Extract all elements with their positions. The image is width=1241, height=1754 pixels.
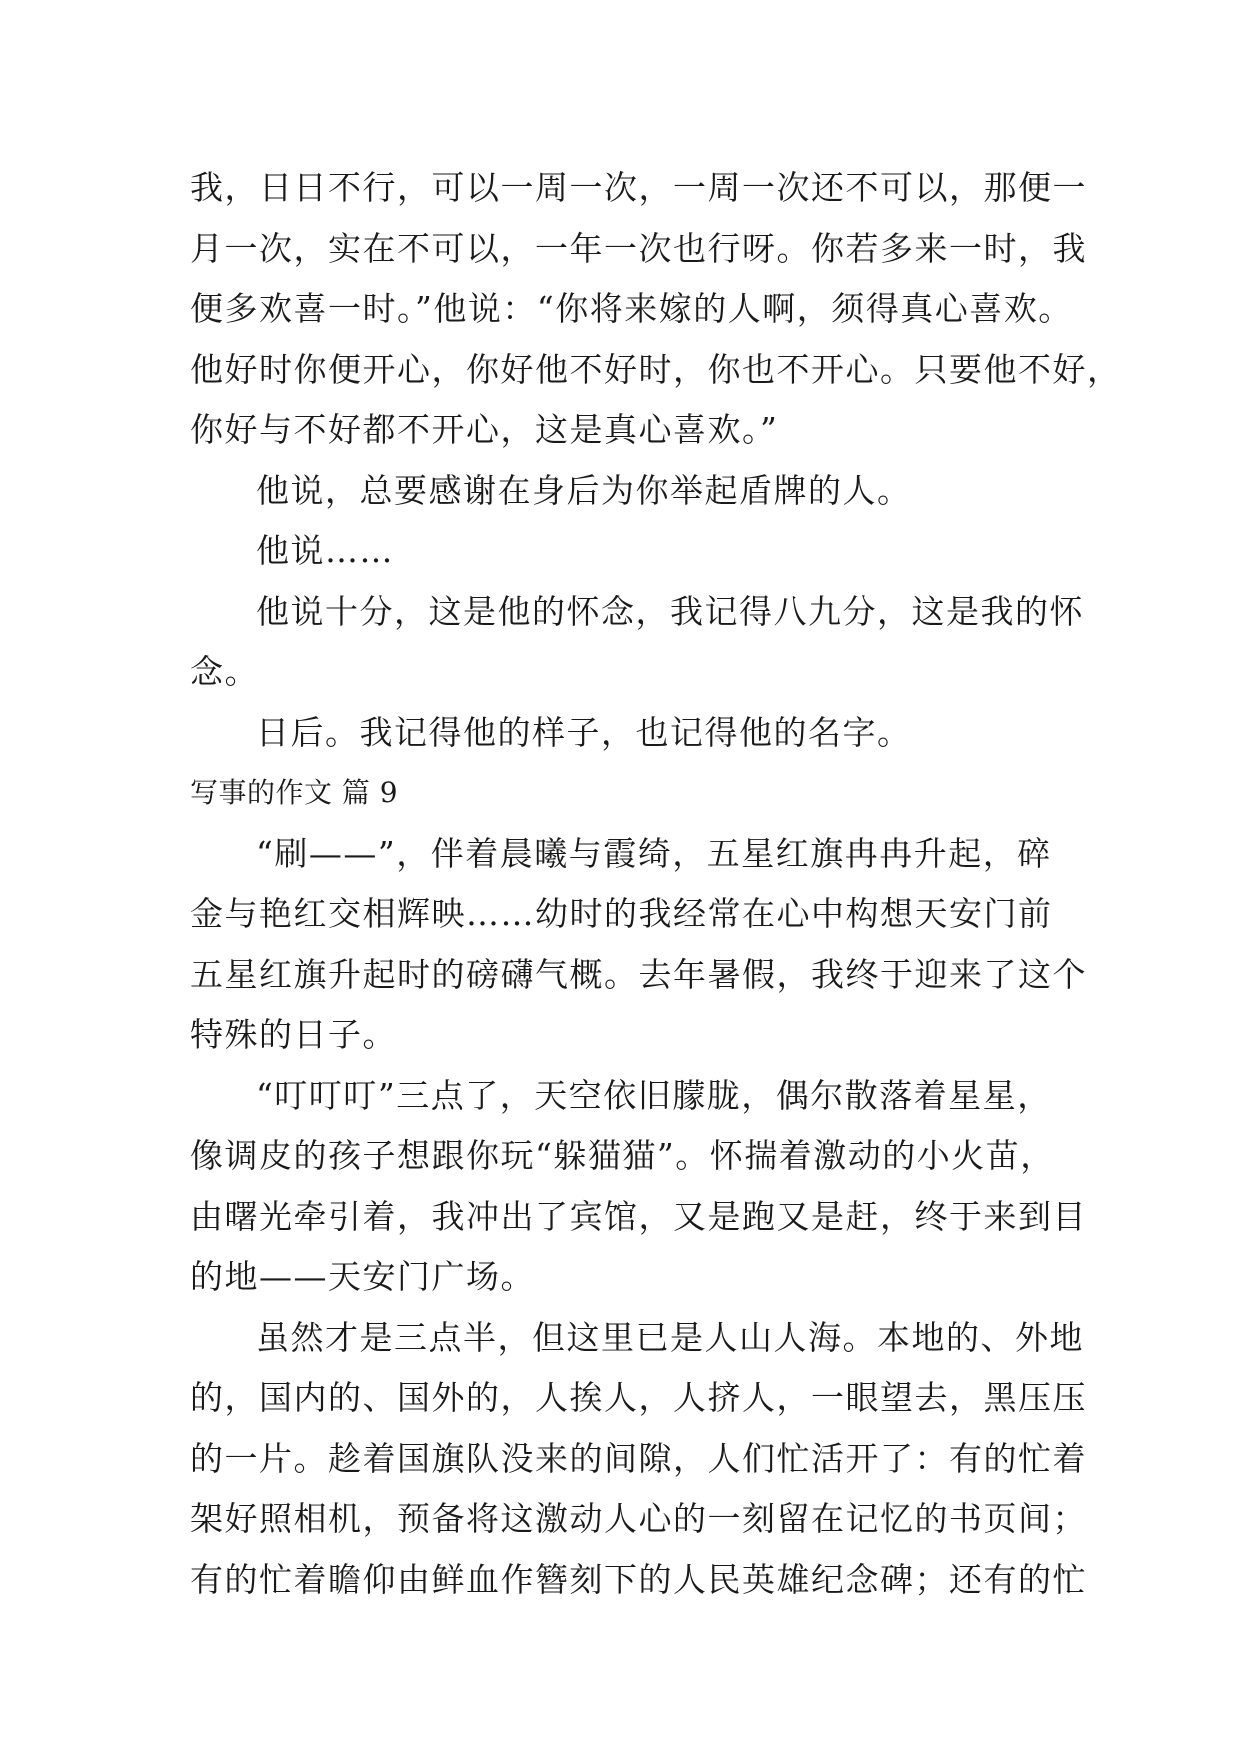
paragraph-start-line: 他说，总要感谢在身后为你举起盾牌的人。 xyxy=(256,470,912,510)
text-line: 像调皮的孩子想跟你玩“躲猫猫”。怀揣着激动的小火苗， xyxy=(190,1136,1055,1175)
text-line: 你好与不好都不开心，这是真心喜欢。” xyxy=(190,410,779,449)
text-line: 金与艳红交相辉映……幼时的我经常在心中构想天安门前 xyxy=(190,894,1053,933)
section-heading: 写事的作文 篇 9 xyxy=(190,776,399,809)
document-body xyxy=(190,158,1122,1610)
paragraph-start-line: 虽然才是三点半，但这里已是人山人海。本地的、外地 xyxy=(256,1317,1084,1357)
paragraph-start-line: “叮叮叮”三点了，天空依旧朦胧，偶尔散落着星星， xyxy=(256,1075,1052,1115)
paragraph-start-line: “刷——”，伴着晨曦与霞绮，五星红旗冉冉升起，碎 xyxy=(256,833,1052,873)
text-line: 有的忙着瞻仰由鲜血作簪刻下的人民英雄纪念碑；还有的忙 xyxy=(190,1559,1087,1599)
text-line: 月一次，实在不可以，一年一次也行呀。你若多来一时，我 xyxy=(190,228,1087,268)
paragraph-start-line: 他说十分，这是他的怀念，我记得八九分，这是我的怀 xyxy=(256,591,1084,631)
text-line: 的一片。趁着国旗队没来的间隙，人们忙活开了：有的忙着 xyxy=(190,1438,1087,1478)
text-line: 架好照相机，预备将这激动人心的一刻留在记忆的书页间； xyxy=(190,1499,1087,1538)
text-line: 特殊的日子。 xyxy=(190,1015,397,1054)
text-line: 便多欢喜一时。”他说：“你将来嫁的人啊，须得真心喜欢。 xyxy=(190,289,1073,328)
text-line: 我，日日不行，可以一周一次，一周一次还不可以，那便一 xyxy=(190,168,1087,207)
text-line: 他好时你便开心，你好他不好时，你也不开心。只要他不好， xyxy=(190,349,1122,389)
paragraph-start-line: 日后。我记得他的样子，也记得他的名字。 xyxy=(256,712,912,752)
text-line: 由曙光牵引着，我冲出了宾馆，又是跑又是赶，终于来到目 xyxy=(190,1196,1087,1236)
text-line: 五星红旗升起时的磅礴气概。去年暑假，我终于迎来了这个 xyxy=(190,954,1087,994)
text-line: 的，国内的、国外的，人挨人，人挤人，一眼望去，黑压压 xyxy=(190,1378,1087,1417)
text-line: 的地——天安门广场。 xyxy=(190,1257,535,1296)
text-line: 念。 xyxy=(190,652,259,691)
paragraph-start-line: 他说…… xyxy=(256,531,394,570)
